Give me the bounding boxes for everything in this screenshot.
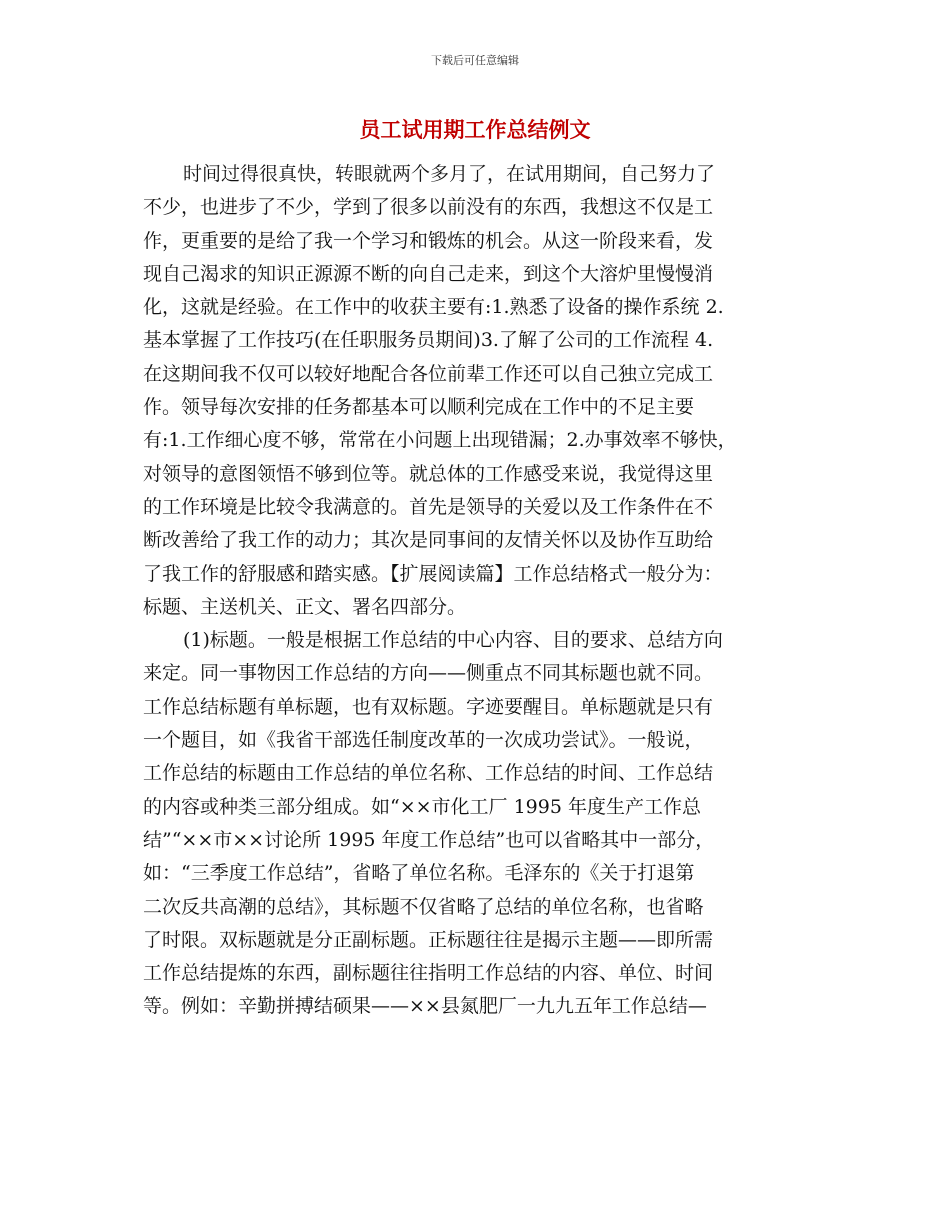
body-line: 断改善给了我工作的动力；其次是同事间的友情关怀以及协作互助给 [143, 529, 714, 552]
body-line: 一个题目，如《我省干部选任制度改革的一次成功尝试》。一般说， [143, 729, 704, 752]
body-line: 作。领导每次安排的任务都基本可以顺利完成在工作中的不足主要 [143, 396, 695, 419]
body-line: 工作总结标题有单标题，也有双标题。字迹要醒目。单标题就是只有 [143, 695, 714, 718]
body-line: 的内容或种类三部分组成。如“××市化工厂 1995 年度生产工作总 [143, 795, 701, 818]
document-body [143, 158, 813, 1024]
page-header: 下载后可任意编辑 [431, 54, 519, 67]
body-line: 标题、主送机关、正文、署名四部分。 [143, 595, 467, 618]
body-line: 有:1.工作细心度不够，常常在小问题上出现错漏；2.办事效率不够快， [143, 429, 737, 452]
body-line: 如：“三季度工作总结”，省略了单位名称。毛泽东的《关于打退第 [143, 862, 695, 885]
body-line: 来定。同一事物因工作总结的方向——侧重点不同其标题也就不同。 [143, 662, 714, 685]
body-line: 基本掌握了工作技巧(在任职服务员期间)3.了解了公司的工作流程 4. [143, 329, 714, 352]
body-line: 的工作环境是比较令我满意的。首先是领导的关爱以及工作条件在不 [143, 495, 714, 518]
body-line: 不少，也进步了不少，学到了很多以前没有的东西，我想这不仅是工 [143, 196, 714, 219]
body-line: 化，这就是经验。在工作中的收获主要有:1.熟悉了设备的操作系统 2. [143, 296, 724, 319]
body-line: 在这期间我不仅可以较好地配合各位前辈工作还可以自己独立完成工 [143, 362, 714, 385]
body-line: 等。例如：辛勤拼搏结硕果——××县氮肥厂一九九五年工作总结— [143, 995, 707, 1018]
body-line: 了时限。双标题就是分正副标题。正标题往往是揭示主题——即所需 [143, 928, 714, 951]
body-line: (1)标题。一般是根据工作总结的中心内容、目的要求、总结方向 [183, 629, 723, 652]
body-line: 结”“××市××讨论所 1995 年度工作总结”也可以省略其中一部分， [143, 828, 715, 851]
body-line: 时间过得很真快，转眼就两个多月了，在试用期间，自己努力了 [183, 163, 716, 185]
body-line: 作，更重要的是给了我一个学习和锻炼的机会。从这一阶段来看，发 [143, 229, 714, 252]
body-line: 二次反共高潮的总结》，其标题不仅省略了总结的单位名称，也省略 [143, 895, 704, 918]
body-line: 工作总结提炼的东西，副标题往往指明工作总结的内容、单位、时间 [143, 962, 714, 985]
body-line: 工作总结的标题由工作总结的单位名称、工作总结的时间、工作总结 [143, 762, 714, 785]
body-line: 现自己渴求的知识正源源不断的向自己走来，到这个大溶炉里慢慢消 [143, 262, 714, 285]
body-line: 了我工作的舒服感和踏实感。【扩展阅读篇】工作总结格式一般分为： [143, 562, 723, 585]
document-title: 员工试用期工作总结例文 [359, 117, 591, 142]
body-line: 对领导的意图领悟不够到位等。就总体的工作感受来说，我觉得这里 [143, 462, 714, 485]
